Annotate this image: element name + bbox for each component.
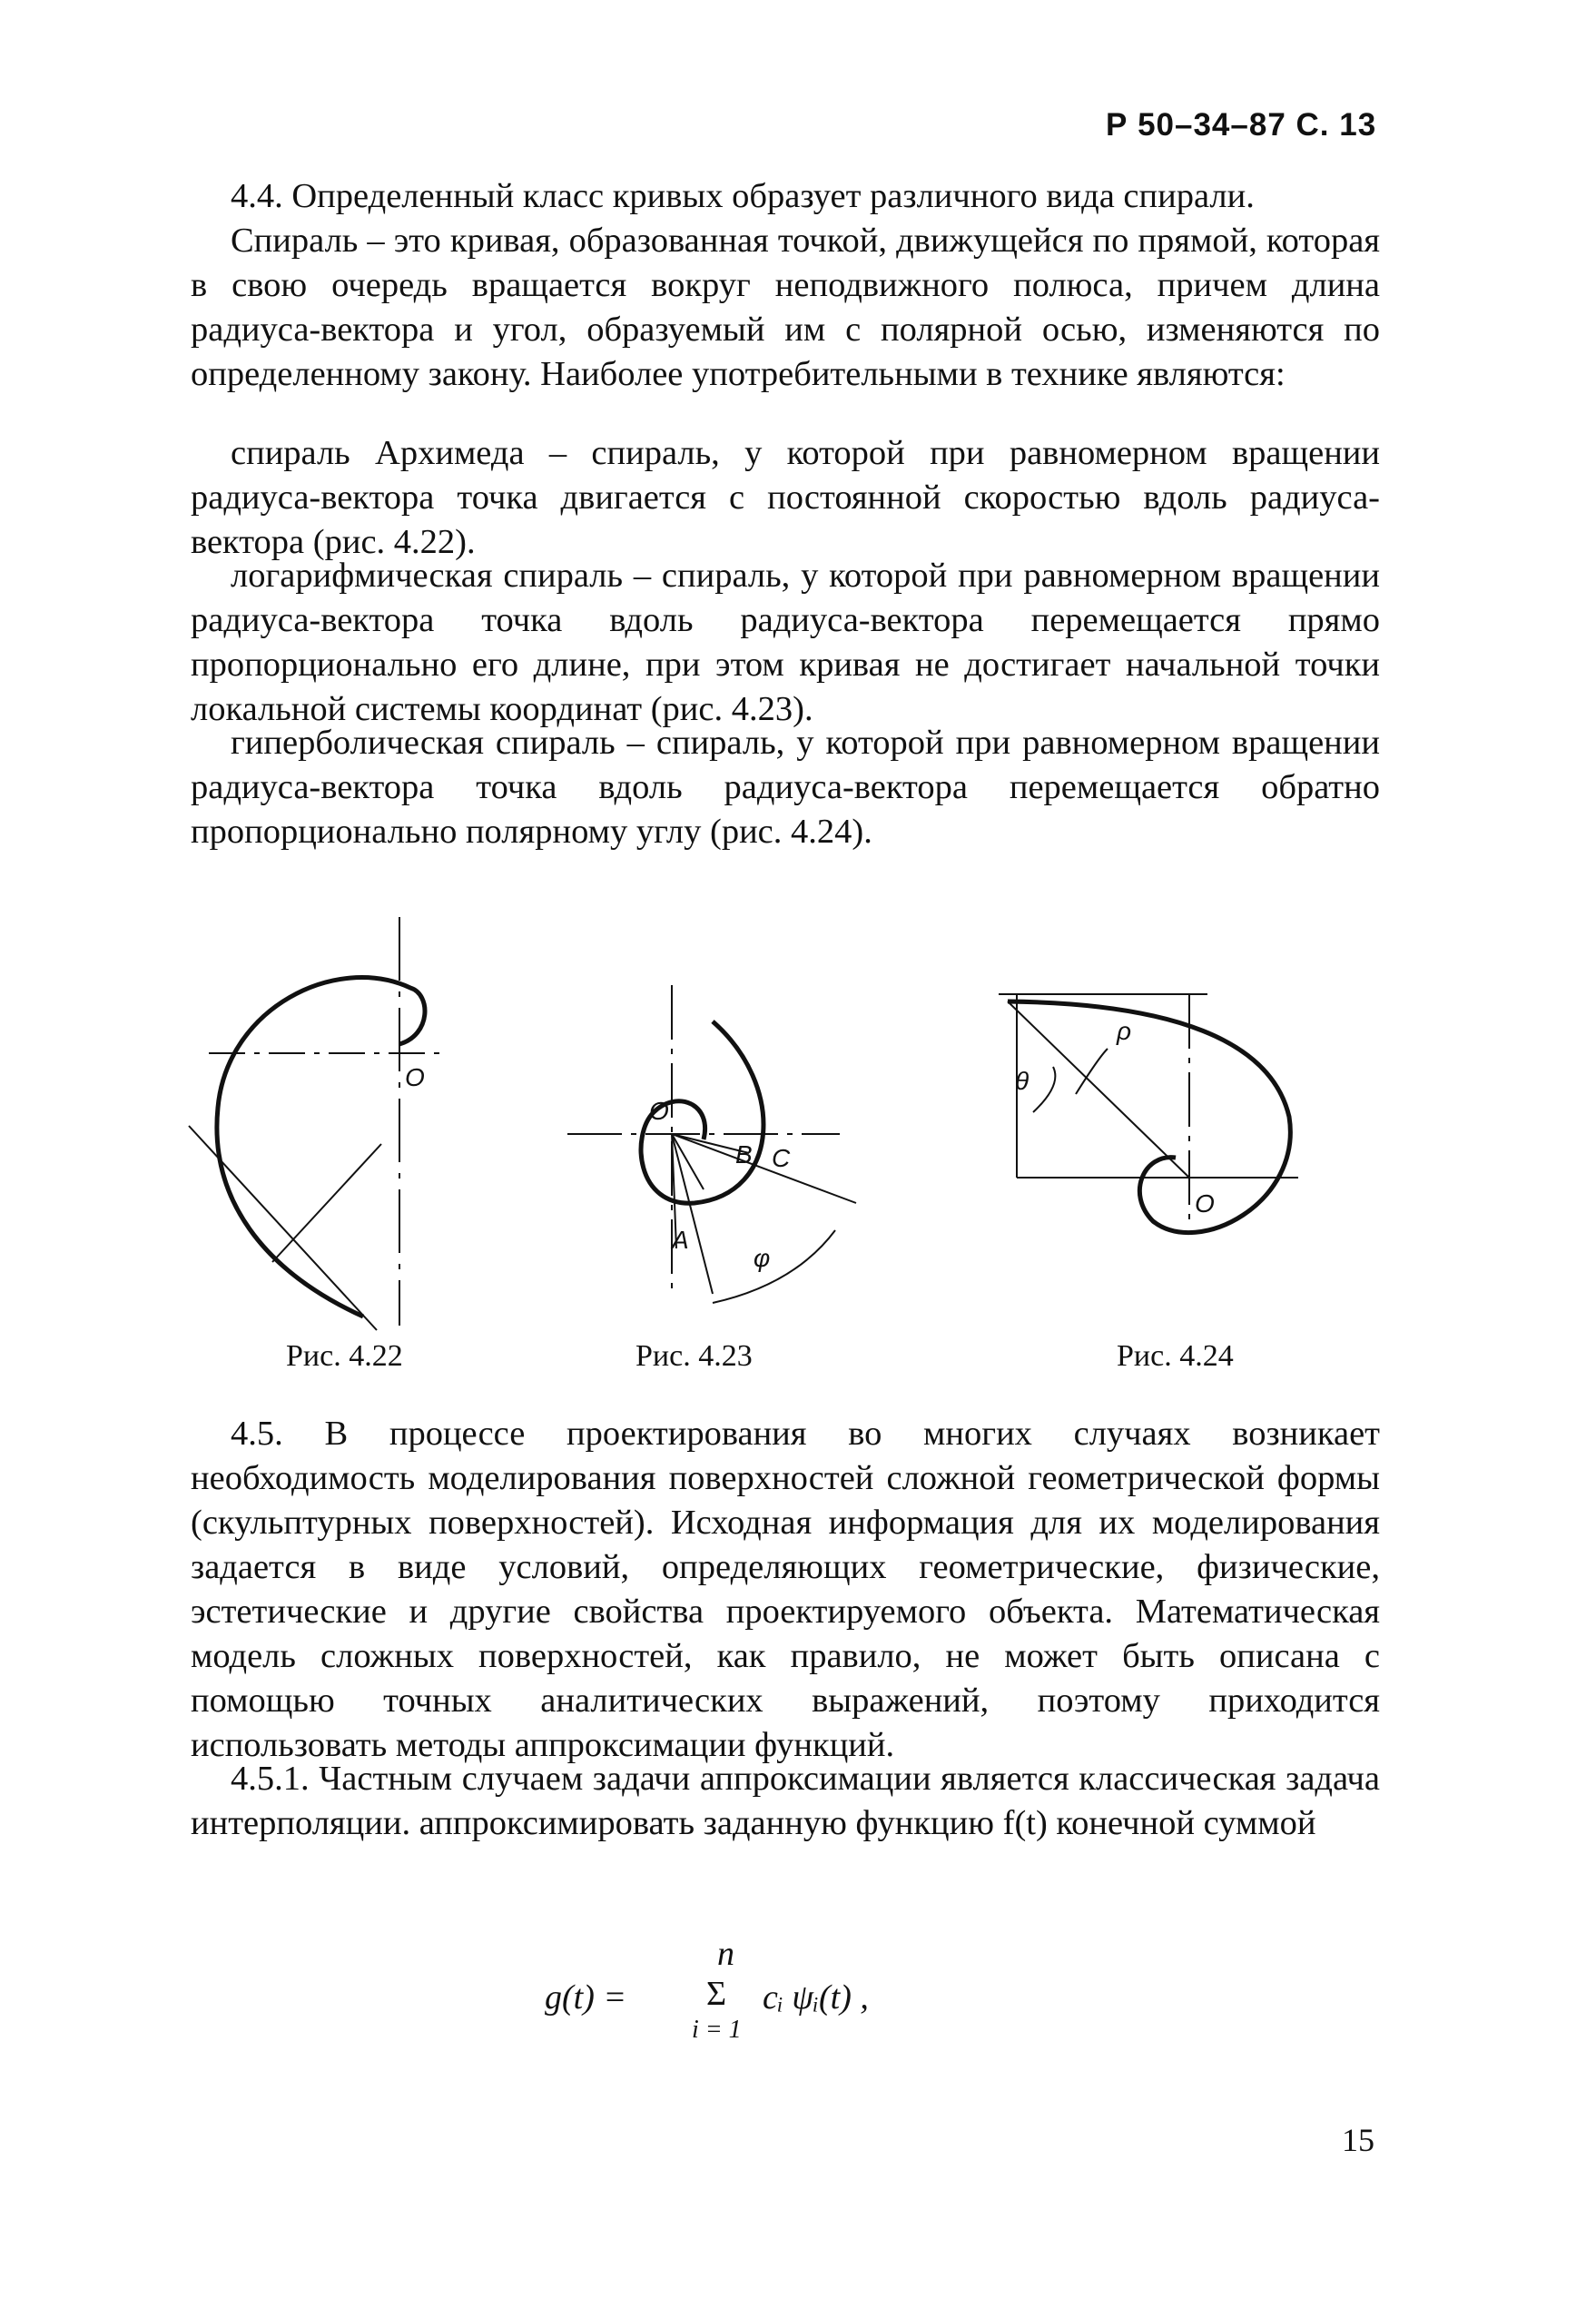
- figure-4-24: [990, 985, 1316, 1285]
- figure-4-22: [182, 917, 454, 1335]
- caption-fig-4-22: Рис. 4.22: [286, 1339, 403, 1373]
- paragraph-spiral-definition: Спираль – это кривая, образованная точкой, движущейся по прямой, которая в свою очередь вращается вокруг неподвижного полюса, причем длина радиуса-вектора и угол, образуемый им с полярной осью, изменяются по определенному закону. Наиболее употребительными в технике являются:: [191, 222, 1380, 393]
- fig1-origin-label: O: [405, 1063, 425, 1091]
- paragraph-archimedes-spiral: спираль Архимеда – спираль, у которой при равномерном вращении радиуса-вектора точка двигается с постоянной скоростью вдоль радиуса-вектора (рис. 4.22).: [191, 434, 1380, 561]
- formula-lower-limit: i = 1: [692, 2016, 742, 2044]
- fig2-origin-label: O: [649, 1097, 669, 1125]
- fig3-rho-label: ρ: [1117, 1017, 1132, 1045]
- page-number: 15: [1342, 2122, 1374, 2158]
- fig2-label-a: A: [672, 1226, 689, 1254]
- paragraph-4-4: 4.4. Определенный класс кривых образует различного вида спирали.: [231, 177, 1255, 215]
- fig2-label-b: B: [735, 1140, 753, 1169]
- log-spiral-diagram: [567, 985, 858, 1330]
- paragraph-hyperbolic-spiral: гиперболическая спираль – спираль, у которой при равномерном вращении радиуса-вектора точка вдоль радиуса-вектора перемещается обратно пропорционально полярному углу (рис. 4.24).: [191, 724, 1380, 851]
- document-header: Р 50–34–87 С. 13: [1106, 107, 1377, 143]
- formula-lhs: g(t) =: [545, 1978, 627, 2017]
- fig3-theta-label: θ: [1015, 1067, 1030, 1095]
- paragraph-4-5: 4.5. В процессе проектирования во многих случаях возникает необходимость моделирования поверхностей сложной геометрической формы (скульптурных поверхностей). Исходная информация для их моделирования задается в виде условий, определяющих геометрические, физические, эстетические и другие свойства проектируемого объекта. Математическая модель сложных поверхностей, как правило, не может быть описана с помощью точных аналитических выражений, поэтому приходится использовать методы аппроксимации функций.: [191, 1415, 1380, 1764]
- paragraph-log-spiral: логарифмическая спираль – спираль, у которой при равномерном вращении радиуса-вектора точка вдоль радиуса-вектора перемещается прямо пропорционально его длине, при этом кривая не достигает начальной точки локальной системы координат (рис. 4.23).: [191, 557, 1380, 728]
- paragraph-4-5-1: 4.5.1. Частным случаем задачи аппроксимации является классическая задача интерполяции. аппроксимировать заданную функцию f(t) конечной суммой: [191, 1760, 1380, 1842]
- fig2-phi-label: φ: [754, 1244, 771, 1272]
- formula-sigma: Σ: [706, 1975, 727, 2013]
- formula-upper-limit: n: [717, 1935, 734, 1973]
- formula-rhs: cᵢ ψᵢ(t) ,: [763, 1978, 869, 2017]
- caption-fig-4-23: Рис. 4.23: [635, 1339, 753, 1373]
- hyperbolic-spiral-diagram: [990, 985, 1316, 1285]
- fig2-label-c: C: [772, 1144, 791, 1172]
- caption-fig-4-24: Рис. 4.24: [1117, 1339, 1234, 1373]
- archimedes-spiral-diagram: [182, 917, 454, 1335]
- figure-4-23: [567, 985, 858, 1330]
- interpolation-formula: [545, 1934, 1089, 2043]
- fig3-origin-label: O: [1195, 1189, 1215, 1218]
